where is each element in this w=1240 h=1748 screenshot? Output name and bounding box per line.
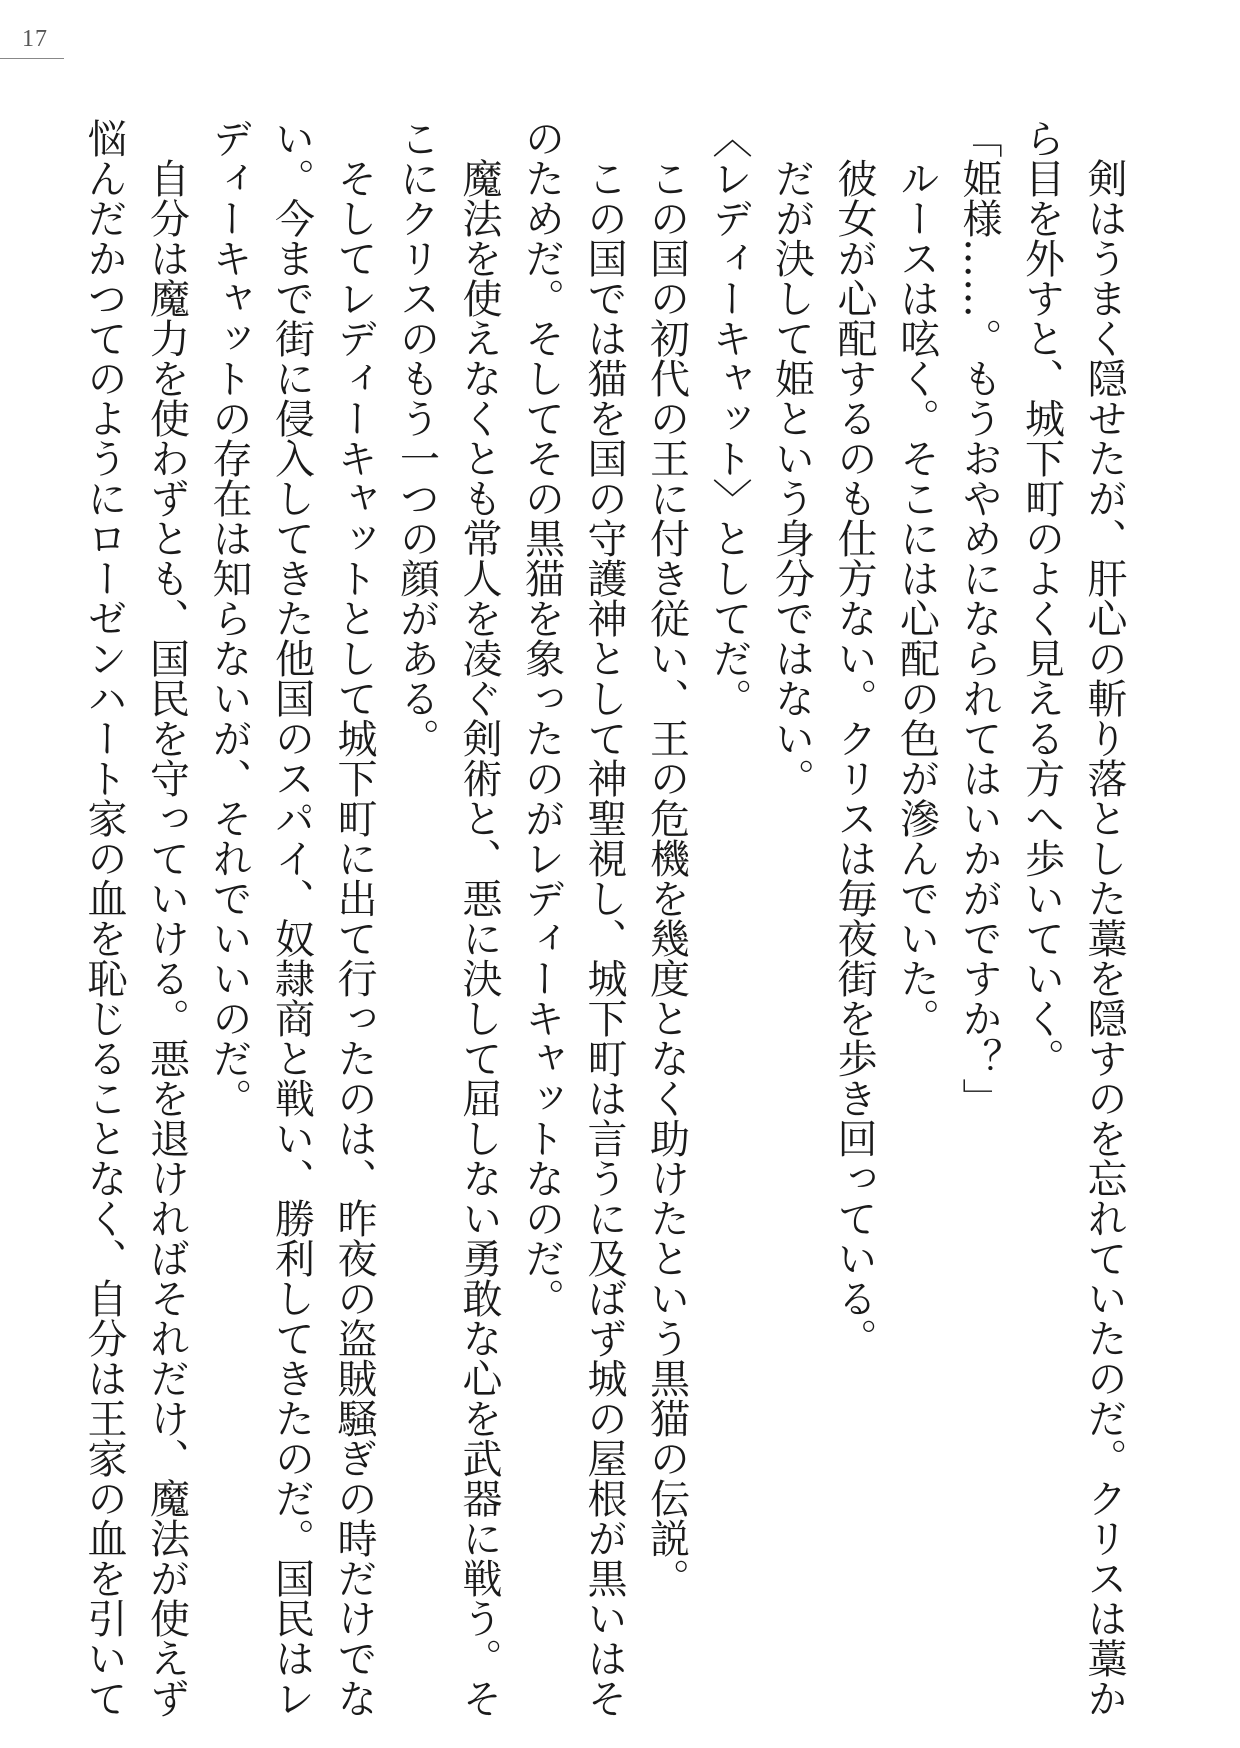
page-number-divider	[0, 58, 64, 59]
text-line: 剣はうまく隠せたが、肝心の斬り落とした藁を隠すのを忘れていたのだ。クリスは藁か	[1081, 118, 1127, 1718]
text-line: 彼女が心配するのも仕方ない。クリスは毎夜街を歩き回っている。	[831, 118, 877, 1358]
body-text	[73, 118, 1136, 1718]
text-line: 〈レディーキャット〉としてだ。	[706, 118, 752, 718]
text-line: ディーキャットの存在は知らないが、それでいいのだ。	[206, 118, 252, 1118]
text-line: ら目を外すと、城下町のよく見える方へ歩いていく。	[1018, 118, 1065, 1078]
text-line: い。今まで街に侵入してきた他国のスパイ、奴隷商と戦い、勝利してきたのだ。国民はレ	[268, 118, 315, 1718]
text-line: そしてレディーキャットとして城下町に出て行ったのは、昨夜の盗賊騒ぎの時だけでな	[331, 118, 377, 1718]
text-line: 悩んだかつてのようにローゼンハート家の血を恥じることなく、自分は王家の血を引いて	[81, 118, 127, 1718]
text-line: だが決して姫という身分ではない。	[768, 118, 815, 798]
text-line: 自分は魔力を使わずとも、国民を守っていける。悪を退ければそれだけ、魔法が使えず	[143, 118, 190, 1718]
text-line: のためだ。そしてその黒猫を象ったのがレディーキャットなのだ。	[518, 118, 565, 1318]
text-line: 魔法を使えなくとも常人を凌ぐ剣術と、悪に決して屈しない勇敢な心を武器に戦う。そ	[456, 118, 502, 1718]
page-number: 17	[22, 26, 48, 52]
text-line: 「姫様……。もうおやめになられてはいかがですか？」	[956, 118, 1002, 1118]
text-line: この国の初代の王に付き従い、王の危機を幾度となく助けたという黒猫の伝説。	[643, 118, 690, 1598]
text-line: この国では猫を国の守護神として神聖視し、城下町は言うに及ばず城の屋根が黒いはそ	[581, 118, 627, 1718]
text-line: ルースは呟く。そこには心配の色が滲んでいた。	[893, 118, 940, 1038]
text-line: こにクリスのもう一つの顔がある。	[393, 118, 440, 758]
